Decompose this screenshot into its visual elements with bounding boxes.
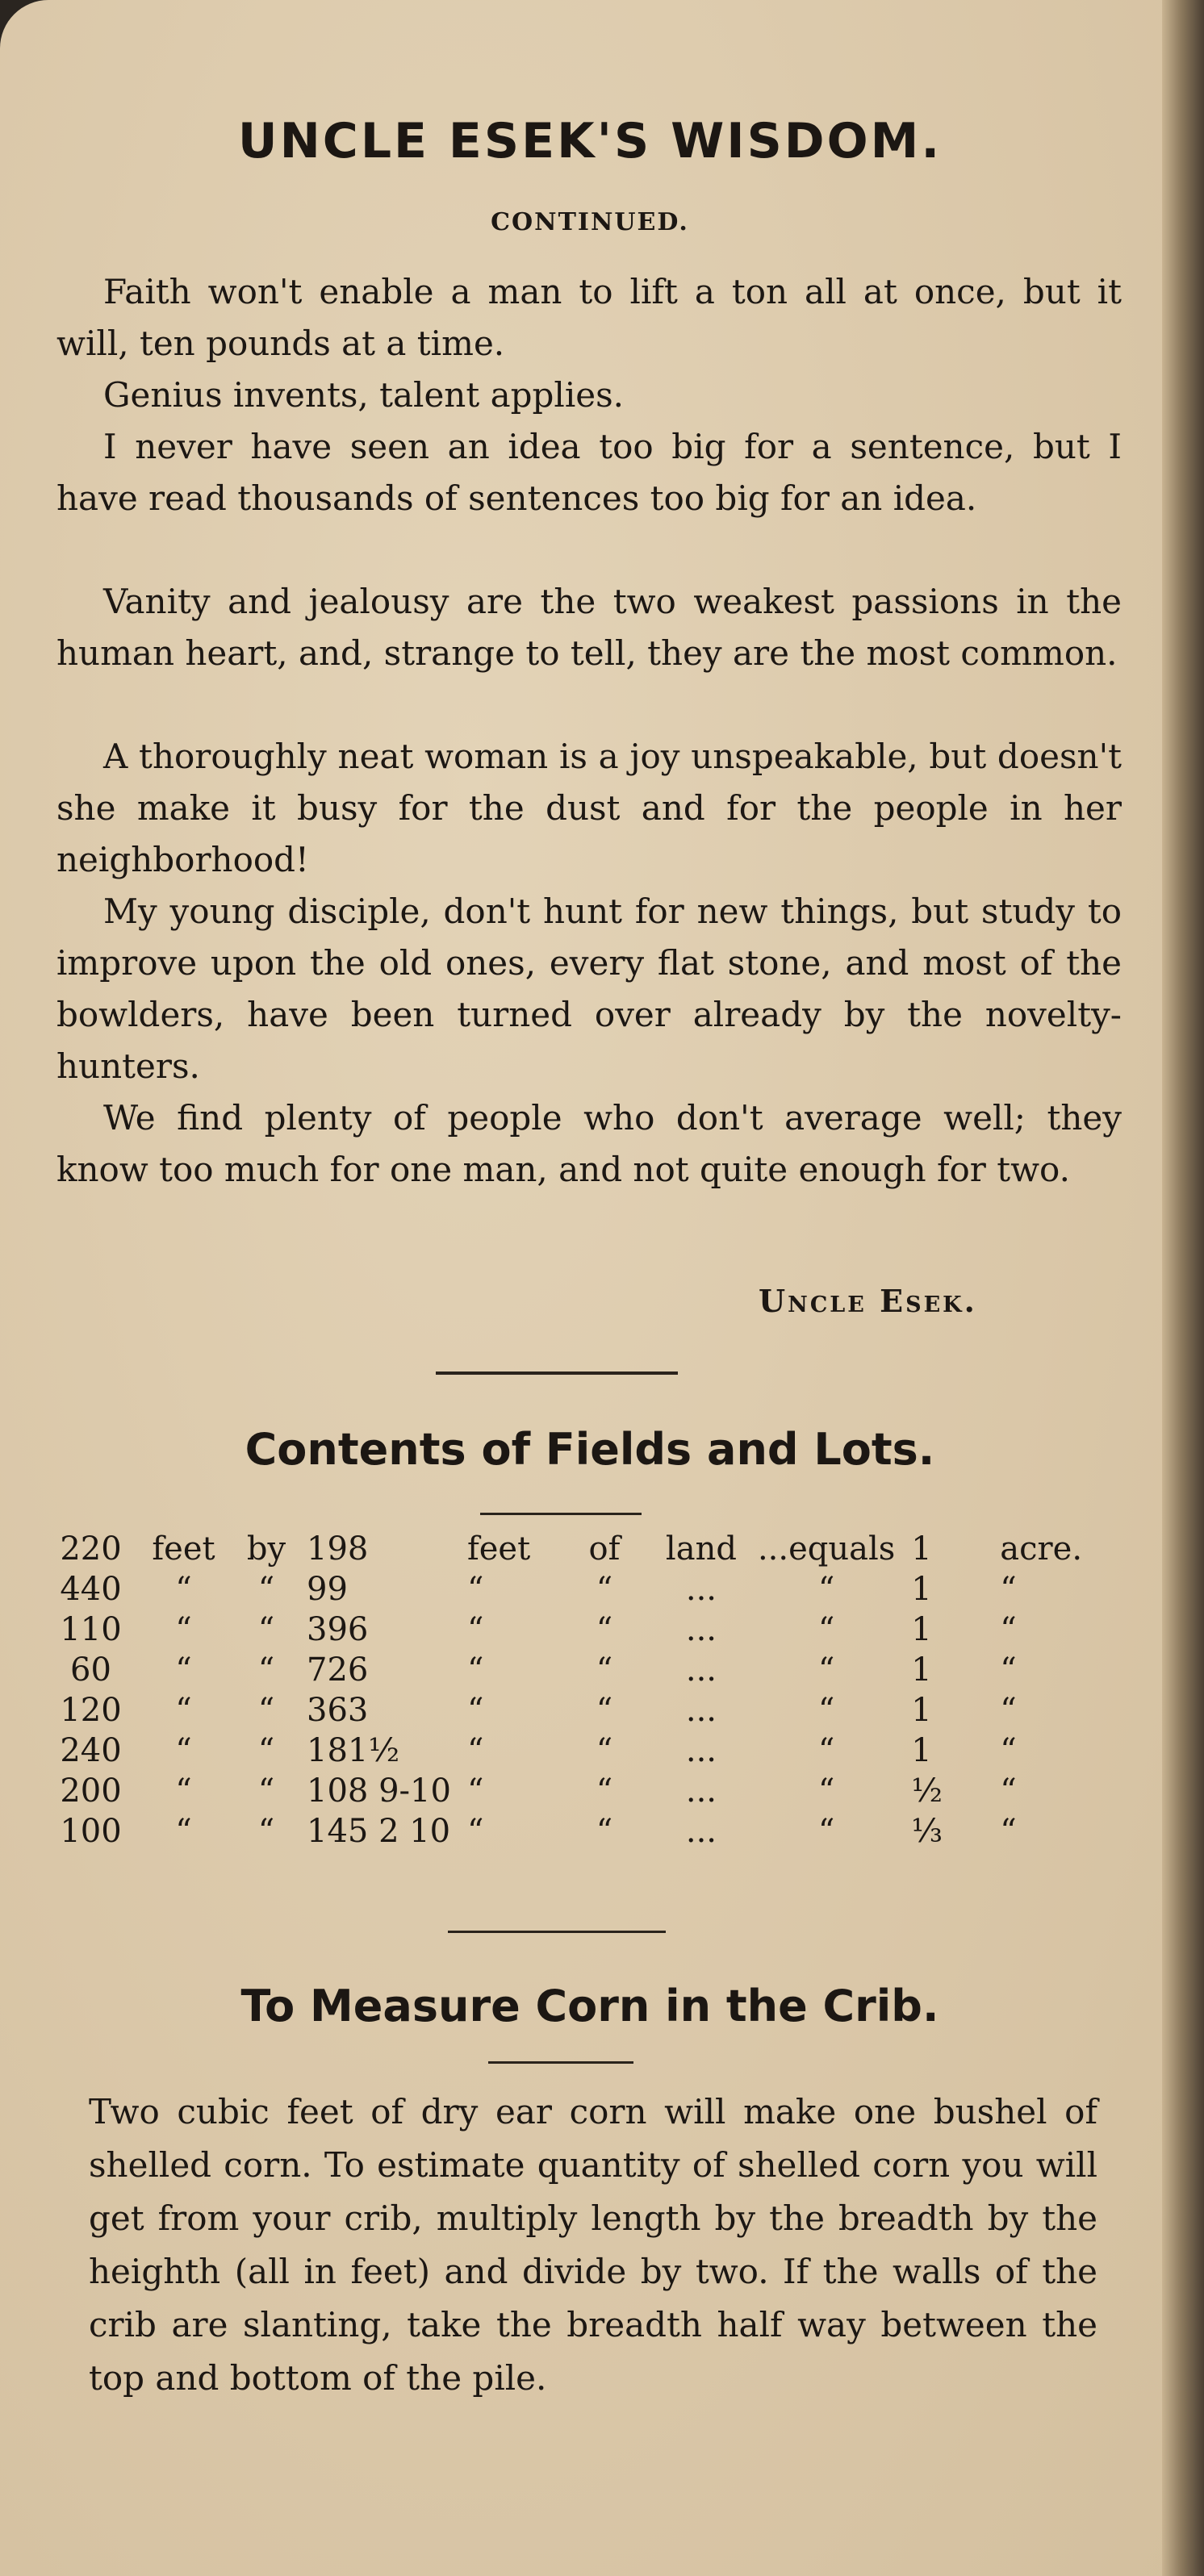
table-cell: “ bbox=[1000, 1651, 1017, 1689]
table-cell: “ bbox=[1000, 1813, 1017, 1850]
table-cell: “ bbox=[175, 1772, 192, 1810]
table-cell: “ bbox=[596, 1651, 613, 1689]
table-cell: “ bbox=[466, 1813, 484, 1850]
table-cell: ... bbox=[685, 1813, 717, 1850]
table-cell: ⅓ bbox=[911, 1813, 943, 1850]
signature: Uncle Esek. bbox=[759, 1283, 977, 1319]
table-cell: “ bbox=[1000, 1772, 1017, 1810]
table-row bbox=[48, 1650, 1090, 1690]
table-cell: acre. bbox=[1000, 1530, 1083, 1568]
table-cell: “ bbox=[1000, 1692, 1017, 1729]
table-cell: ... bbox=[685, 1772, 717, 1810]
table-row bbox=[48, 1771, 1090, 1811]
table-cell: 363 bbox=[307, 1692, 369, 1729]
page-title: UNCLE ESEK'S WISDOM. bbox=[237, 113, 943, 169]
table-cell: 1 bbox=[911, 1732, 932, 1769]
table-cell: “ bbox=[257, 1813, 275, 1850]
page-subtitle: CONTINUED. bbox=[491, 208, 689, 236]
table-cell: “ bbox=[817, 1651, 835, 1689]
table-cell: “ bbox=[466, 1692, 484, 1729]
table-cell: “ bbox=[1000, 1571, 1017, 1608]
table-cell: “ bbox=[466, 1732, 484, 1769]
table-cell: land bbox=[665, 1530, 737, 1568]
table-cell: ... bbox=[685, 1732, 717, 1769]
table-row bbox=[48, 1609, 1090, 1650]
table-cell: ... bbox=[685, 1692, 717, 1729]
table-cell: “ bbox=[596, 1813, 613, 1850]
paragraph-disciple: My young disciple, don't hunt for new things, but study to improve upon the old ones, every flat stone, and most of the bowlders, have been turned over already by the novelty-hunters. bbox=[56, 891, 1122, 1086]
table-cell: “ bbox=[175, 1813, 192, 1850]
table-row bbox=[48, 1690, 1090, 1731]
paragraph-neat-woman: A thoroughly neat woman is a joy unspeakable, but doesn't she make it busy for the dust and for the people in her neighborhood! bbox=[56, 737, 1122, 879]
table-cell: “ bbox=[175, 1571, 192, 1608]
table-cell: 726 bbox=[307, 1651, 369, 1689]
corn-paragraph: Two cubic feet of dry ear corn will make one bushel of shelled corn. To estimate quantity of shelled corn you will get from your crib, multiply length by the breadth by the heighth (all in feet) and divide by two. If the walls of the crib are slanting, take the breadth half way between the top and bottom of the pile. bbox=[89, 2092, 1097, 2398]
table-cell: 108 9-10 bbox=[307, 1772, 451, 1810]
table-row bbox=[48, 1731, 1090, 1771]
table-cell: ½ bbox=[911, 1772, 943, 1810]
table-cell: “ bbox=[257, 1732, 275, 1769]
corn-heading: To Measure Corn in the Crib. bbox=[240, 1981, 939, 2031]
divider bbox=[488, 2061, 633, 2064]
table-cell: 1 bbox=[911, 1651, 932, 1689]
divider bbox=[436, 1372, 678, 1375]
table-cell: ...equals bbox=[757, 1530, 896, 1568]
table-cell: feet bbox=[466, 1530, 531, 1568]
table-cell: “ bbox=[817, 1732, 835, 1769]
table-cell: by bbox=[246, 1530, 286, 1568]
table-cell: 240 bbox=[60, 1732, 122, 1769]
table-cell: ... bbox=[685, 1651, 717, 1689]
book-spine bbox=[1162, 0, 1204, 2576]
table-cell: 1 bbox=[911, 1692, 932, 1729]
table-cell: 396 bbox=[307, 1611, 369, 1648]
table-cell: “ bbox=[596, 1611, 613, 1648]
table-cell: 1 bbox=[911, 1571, 932, 1608]
table-cell: “ bbox=[466, 1772, 484, 1810]
table-cell: “ bbox=[596, 1692, 613, 1729]
table-cell: “ bbox=[596, 1772, 613, 1810]
paragraph-genius: Genius invents, talent applies. bbox=[103, 375, 625, 415]
table-cell: “ bbox=[466, 1571, 484, 1608]
table-cell: 1 bbox=[911, 1611, 932, 1648]
table-cell: feet bbox=[152, 1530, 215, 1568]
table-cell: “ bbox=[817, 1692, 835, 1729]
table-cell: 198 bbox=[307, 1530, 369, 1568]
paragraph-average: We find plenty of people who don't average well; they know too much for one man, and not quite enough for two. bbox=[56, 1098, 1122, 1189]
paragraph-idea: I never have seen an idea too big for a sentence, but I have read thousands of sentences too big for an idea. bbox=[56, 427, 1122, 518]
table-cell: “ bbox=[175, 1651, 192, 1689]
table-row bbox=[48, 1811, 1090, 1852]
table-cell: ... bbox=[685, 1571, 717, 1608]
table-cell: “ bbox=[596, 1732, 613, 1769]
table-cell: “ bbox=[175, 1611, 192, 1648]
table-cell: “ bbox=[1000, 1611, 1017, 1648]
table-cell: “ bbox=[257, 1772, 275, 1810]
table-cell: “ bbox=[817, 1772, 835, 1810]
table-cell: 99 bbox=[307, 1571, 348, 1608]
table-cell: “ bbox=[175, 1732, 192, 1769]
table-cell: “ bbox=[466, 1611, 484, 1648]
divider bbox=[448, 1931, 666, 1933]
paragraph-vanity: Vanity and jealousy are the two weakest passions in the human heart, and, strange to tell, they are the most common. bbox=[56, 582, 1122, 673]
paragraph-faith: Faith won't enable a man to lift a ton all at once, but it will, ten pounds at a time. bbox=[56, 272, 1122, 363]
table-cell: “ bbox=[817, 1611, 835, 1648]
table-cell: 200 bbox=[60, 1772, 122, 1810]
table-cell: “ bbox=[175, 1692, 192, 1729]
table-cell: 145 2 10 bbox=[307, 1813, 451, 1850]
table-cell: 181½ bbox=[307, 1732, 400, 1769]
table-cell: 220 bbox=[60, 1530, 122, 1568]
table-cell: “ bbox=[257, 1651, 275, 1689]
table-cell: 110 bbox=[60, 1611, 122, 1648]
table-cell: of bbox=[588, 1530, 621, 1568]
table-cell: “ bbox=[817, 1813, 835, 1850]
fields-heading: Contents of Fields and Lots. bbox=[245, 1424, 935, 1475]
table-cell: “ bbox=[596, 1571, 613, 1608]
table-cell: “ bbox=[1000, 1732, 1017, 1769]
table-cell: 120 bbox=[60, 1692, 122, 1729]
table-cell: 60 bbox=[70, 1651, 111, 1689]
table-cell: 440 bbox=[60, 1571, 122, 1608]
table-row bbox=[48, 1529, 1090, 1569]
table-cell: “ bbox=[257, 1692, 275, 1729]
table-cell: ... bbox=[685, 1611, 717, 1648]
divider bbox=[480, 1513, 642, 1515]
table-cell: “ bbox=[257, 1571, 275, 1608]
table-cell: “ bbox=[466, 1651, 484, 1689]
table-cell: “ bbox=[257, 1611, 275, 1648]
fields-table bbox=[48, 1529, 1090, 1852]
table-cell: 100 bbox=[60, 1813, 122, 1850]
table-cell: “ bbox=[817, 1571, 835, 1608]
table-cell: 1 bbox=[911, 1530, 932, 1568]
table-row bbox=[48, 1569, 1090, 1609]
